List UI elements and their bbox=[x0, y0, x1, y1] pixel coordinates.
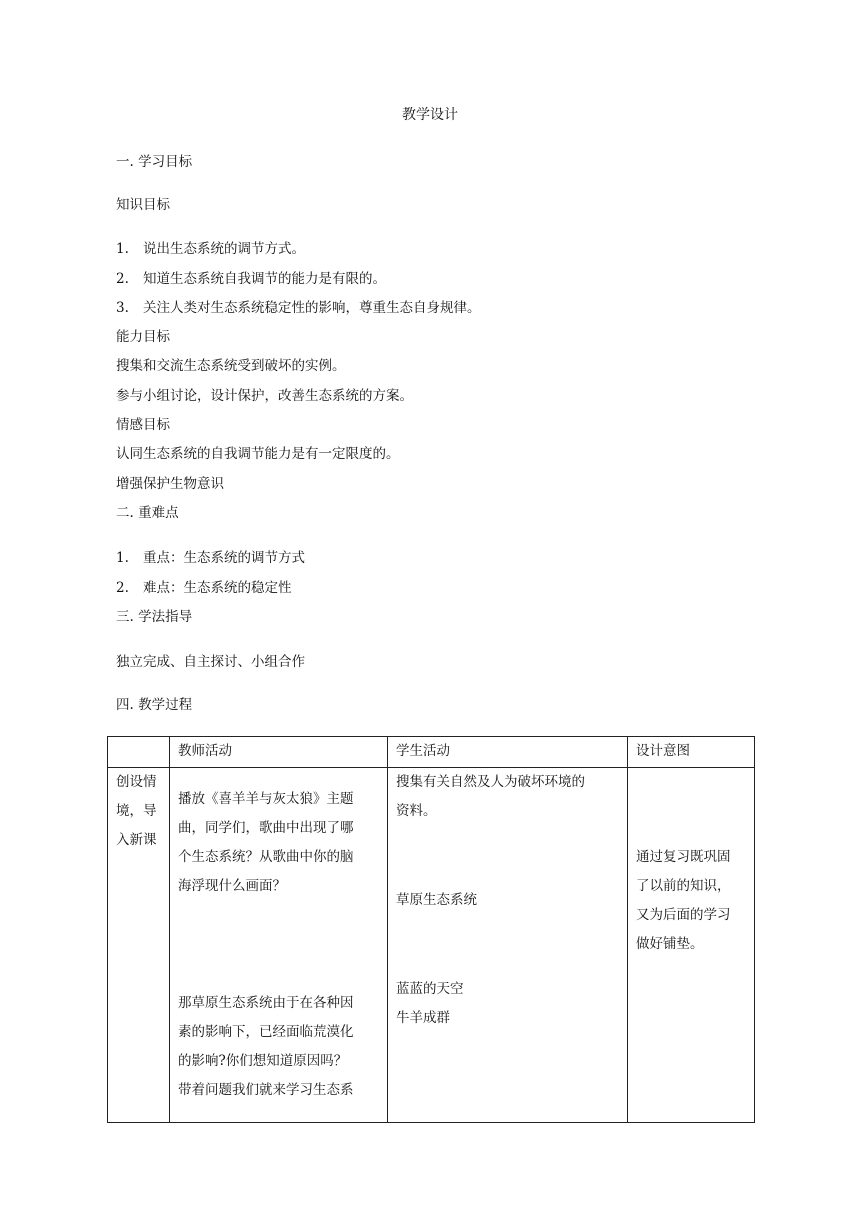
knowledge-item bbox=[116, 237, 305, 257]
stage-line: 境，导 bbox=[116, 803, 157, 819]
teacher-line: 那草原生态系统由于在各种因 bbox=[178, 995, 354, 1011]
teacher-line: 素的影响下，已经面临荒漠化 bbox=[178, 1024, 354, 1040]
table-header-row bbox=[108, 737, 755, 768]
section-heading-key-points: 二. 重难点 bbox=[116, 505, 179, 521]
intent-line: 了以前的知识， bbox=[636, 878, 731, 894]
stage-line: 入新课 bbox=[116, 832, 157, 848]
item-text: 关注人类对生态系统稳定性的影响，尊重生态自身规律。 bbox=[143, 300, 481, 316]
ability-objectives-heading: 能力目标 bbox=[116, 329, 170, 345]
section-heading-objectives: 一. 学习目标 bbox=[116, 154, 193, 170]
student-activity-cell bbox=[388, 768, 628, 1123]
section-heading-process: 四. 教学过程 bbox=[116, 697, 193, 713]
table-row bbox=[108, 768, 755, 1123]
knowledge-item bbox=[116, 296, 481, 316]
item-number: 2. bbox=[116, 271, 129, 287]
teacher-line: 的影响?你们想知道原因吗？ bbox=[178, 1053, 348, 1069]
header-cell-empty bbox=[108, 737, 170, 768]
student-line: 草原生态系统 bbox=[396, 892, 477, 908]
intent-line: 通过复习既巩固 bbox=[636, 849, 731, 865]
intent-line: 做好铺垫。 bbox=[636, 936, 704, 952]
key-item bbox=[116, 546, 305, 566]
teacher-line: 带着问题我们就来学习生态系 bbox=[178, 1082, 354, 1098]
ability-item: 参与小组讨论，设计保护，改善生态系统的方案。 bbox=[116, 388, 413, 404]
item-number: 3. bbox=[116, 300, 129, 316]
stage-cell bbox=[108, 768, 170, 1123]
header-cell-intent: 设计意图 bbox=[628, 737, 755, 768]
key-item bbox=[116, 576, 292, 596]
item-text: 重点：生态系统的调节方式 bbox=[143, 550, 305, 566]
teacher-line: 曲，同学们，歌曲中出现了哪 bbox=[178, 820, 354, 836]
knowledge-objectives-heading: 知识目标 bbox=[116, 197, 170, 213]
student-line: 资料。 bbox=[396, 803, 437, 819]
intent-line: 又为后面的学习 bbox=[636, 907, 731, 923]
method-text: 独立完成、自主探讨、小组合作 bbox=[116, 654, 305, 670]
document-title: 教学设计 bbox=[402, 107, 458, 123]
emotion-item: 增强保护生物意识 bbox=[116, 476, 224, 492]
header-cell-teacher: 教师活动 bbox=[170, 737, 388, 768]
knowledge-item bbox=[116, 267, 386, 287]
item-text: 说出生态系统的调节方式。 bbox=[143, 241, 305, 257]
emotion-objectives-heading: 情感目标 bbox=[116, 417, 170, 433]
teacher-line: 个生态系统？从歌曲中你的脑 bbox=[178, 849, 354, 865]
student-line: 牛羊成群 bbox=[396, 1010, 450, 1026]
student-line: 搜集有关自然及人为破坏环境的 bbox=[396, 774, 585, 790]
item-text: 难点：生态系统的稳定性 bbox=[143, 580, 292, 596]
teacher-line: 播放《喜羊羊与灰太狼》主题 bbox=[178, 791, 354, 807]
design-intent-cell bbox=[628, 768, 755, 1123]
item-number: 1. bbox=[116, 550, 129, 566]
ability-item: 搜集和交流生态系统受到破坏的实例。 bbox=[116, 358, 346, 374]
teacher-activity-cell bbox=[170, 768, 388, 1123]
section-heading-method: 三. 学法指导 bbox=[116, 609, 193, 625]
student-line: 蓝蓝的天空 bbox=[396, 981, 464, 997]
item-number: 2. bbox=[116, 580, 129, 596]
emotion-item: 认同生态系统的自我调节能力是有一定限度的。 bbox=[116, 446, 400, 462]
item-text: 知道生态系统自我调节的能力是有限的。 bbox=[143, 271, 386, 287]
header-cell-student: 学生活动 bbox=[388, 737, 628, 768]
item-number: 1. bbox=[116, 241, 129, 257]
teacher-line: 海浮现什么画面？ bbox=[178, 878, 286, 894]
stage-line: 创设情 bbox=[116, 774, 157, 790]
teaching-process-table bbox=[107, 736, 755, 1123]
